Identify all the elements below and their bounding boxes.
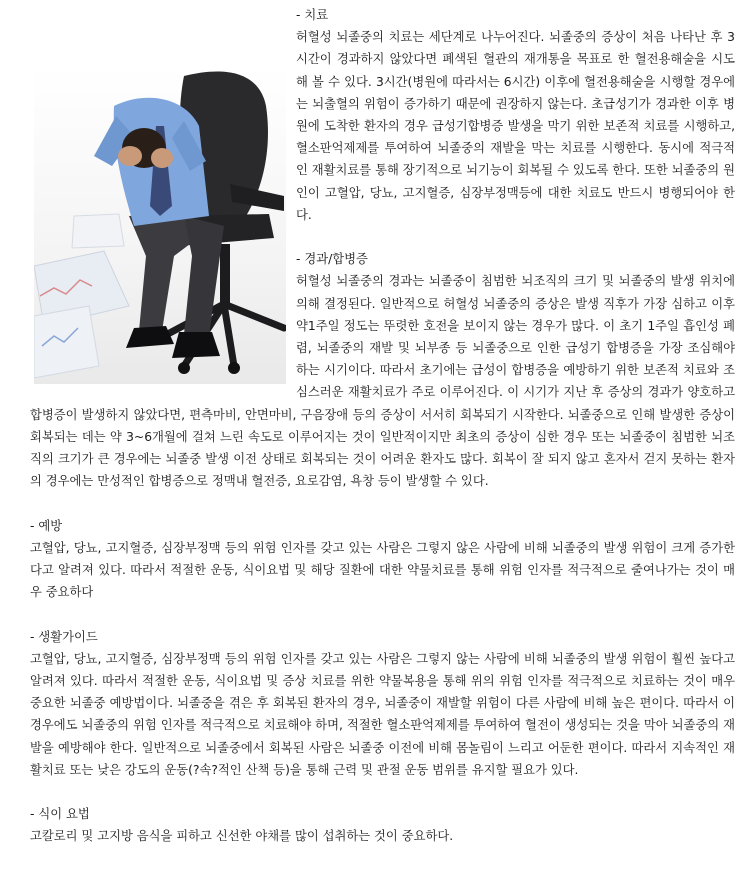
section-heading: - 예방 [30, 518, 63, 533]
section-body: 허혈성 뇌졸중의 경과는 뇌졸중이 침범한 뇌조직의 크기 및 뇌졸중의 발생 위치에 의해 결정된다. 일반적으로 허혈성 뇌졸중의 증상은 발생 직후가 가장 심하고 이후 약1주일 정도는 뚜렷한 호전을 보이지 않는 경우가 많다. 이 초기 1주일 흡인성 폐렴, 뇌졸중의 재발 및 뇌부종 등 뇌졸중으로 인한 급성기 합병증을 가장 조심해야 하는 시기이다. 따라서 초기에는 급성이 합병증을 예방하기 위한 보존적 치료와 조심스러운 재활치료가 주로 이루어진다. 이 시기가 지난 후 증상의 경과가 양호하고 합병증이 발생하지 않았다면, 편측마비, 안면마비, 구음장애 등의 증상이 서서히 회복되기 시작한다. 뇌졸중으로 인해 발생한 증상이 회복되는 데는 약 3~6개월에 걸쳐 느린 속도로 이루어지는 것이 일반적이지만 최초의 증상이 심한 경우 또는 뇌졸중이 침범한 뇌조직의 크기가 큰 경우에는 뇌졸중 발생 이전 상태로 회복되는 것이 어려운 환자도 많다. 회복이 잘 되지 않고 혼자서 걷지 못하는 환자의 경우에는 만성적인 합병증으로 정맥내 혈전증, 요로감염, 욕창 등이 발생할 수 있다. [30, 274, 735, 489]
section-heading: - 치료 [296, 8, 329, 22]
section-body: 고혈압, 당뇨, 고지혈증, 심장부정맥 등의 위험 인자를 갖고 있는 사람은 그렇지 않는 사람에 비해 뇌졸중의 발생 위험이 훨씬 높다고 알려져 있다. 따라서 적절한 운동, 식이요법 및 증상 치료를 위한 약물복용을 통해 위의 위험 인자를 적극적으로 치료하는 것이 매우 중요한 뇌졸중 예방법이다. 뇌졸중을 겪은 후 회복된 환자의 경우, 뇌졸중이 재발할 위험이 다른 사람에 비해 높은 편이다. 따라서 이 경우에도 뇌졸중의 위험 인자를 적극적으로 치료해야 하며, 적절한 혈소판억제제를 투여하여 혈전이 생성되는 것을 막아 뇌졸중의 재발을 예방해야 한다. 일반적으로 뇌졸중에서 회복된 사람은 뇌졸중 이전에 비해 몸놀림이 느리고 어둔한 편이다. 따라서 지속적인 재활치료 또는 낮은 강도의 운동(?속?적인 산책 등)을 통해 근력 및 관절 운동 범위를 유지할 필요가 있다. [30, 651, 735, 777]
stressed-businessman-icon [34, 66, 286, 384]
section-prevention [30, 515, 735, 604]
section-body: 고혈압, 당뇨, 고지혈증, 심장부정맥 등의 위험 인자를 갖고 있는 사람은 그렇지 않은 사람에 비해 뇌졸중의 발생 위험이 크게 증가한다고 알려져 있다. 따라서 적절한 운동, 식이요법 및 해당 질환에 대한 약물치료를 통해 위험 인자를 적극적으로 줄여나가는 것이 매우 중요하다 [30, 540, 735, 600]
section-heading: - 생활가이드 [30, 629, 98, 644]
section-life-guide [30, 626, 735, 781]
section-diet [30, 803, 735, 847]
section-heading: - 식이 요법 [30, 807, 90, 822]
section-body: 허혈성 뇌졸중의 치료는 세단계로 나누어진다. 뇌졸중의 증상이 처음 나타난 후 3시간이 경과하지 않았다면 폐색된 혈관의 재개통을 목표로 한 혈전용해술을 시도해 볼 수 있다. 3시간(병원에 따라서는 6시간) 이후에 혈전용해술을 시행할 경우에는 뇌출혈의 위험이 증가하기 때문에 권장하지 않는다. 초급성기가 경과한 이후 병원에 도착한 환자의 경우 급성기합병증 발생을 막기 위한 보존적 치료를 시행하고, 혈소판억제제를 투여하여 뇌졸중의 재발을 막는 치료를 시행한다. 동시에 적극적인 재활치료를 통해 장기적으로 뇌기능이 회복될 수 있도록 한다. 또한 뇌졸중의 원인이 고혈압, 당뇨, 고지혈증, 심장부정맥등에 대한 치료도 반드시 병행되어야 한다. [296, 30, 735, 222]
photo-stressed-man [34, 66, 286, 384]
section-heading: - 경과/합병증 [296, 252, 368, 267]
section-body: 고칼로리 및 고지방 음식을 피하고 신선한 야채를 많이 섭취하는 것이 중요하다. [30, 829, 454, 844]
